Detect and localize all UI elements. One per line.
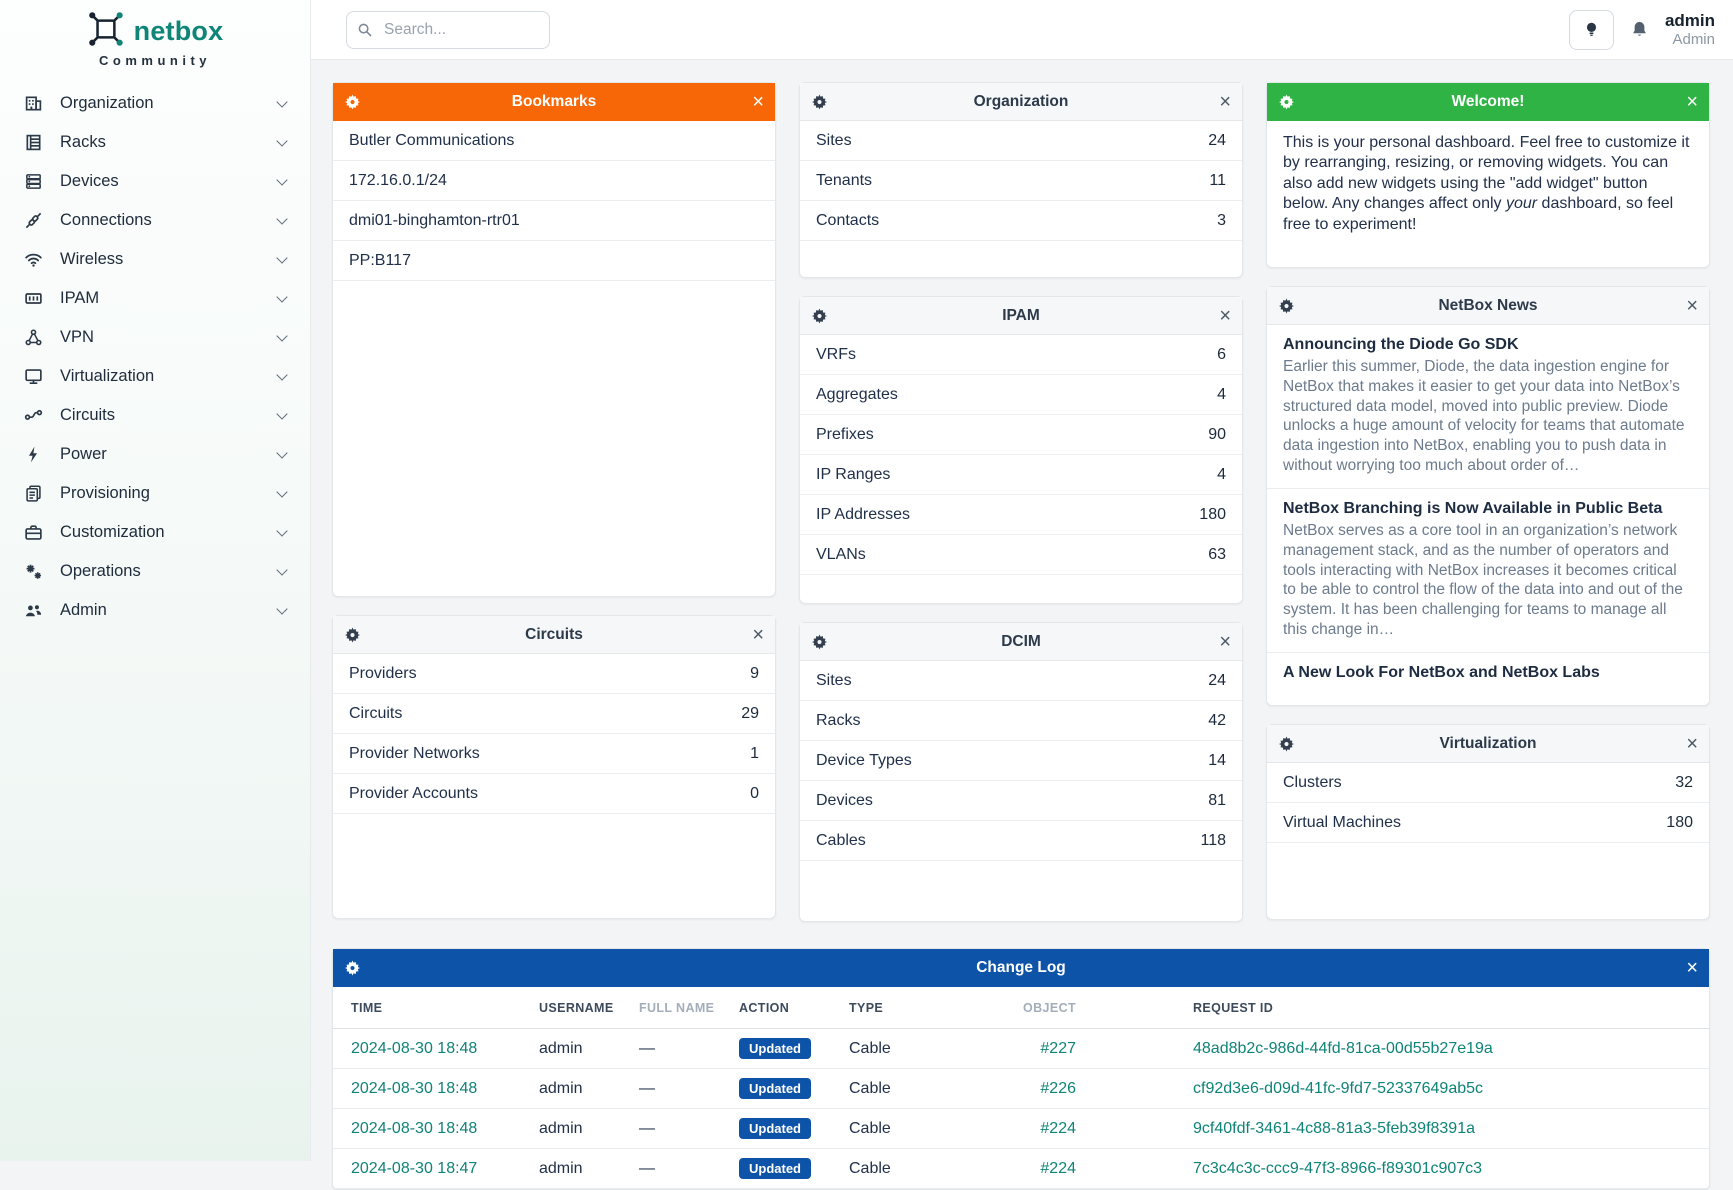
widget-close-icon[interactable]: × xyxy=(752,91,764,113)
sidebar-item-label: Connections xyxy=(60,211,152,229)
change-request-id xyxy=(1096,1040,1691,1058)
user-role: Admin xyxy=(1672,30,1715,48)
brand-subtitle: Community xyxy=(99,53,211,68)
monitor-icon xyxy=(24,367,44,387)
object-link[interactable]: #224 xyxy=(1040,1119,1076,1137)
stat-row[interactable]: Tenants 11 xyxy=(800,161,1242,201)
stat-row[interactable]: Sites 24 xyxy=(800,121,1242,161)
stat-row[interactable]: Provider Networks 1 xyxy=(333,734,775,774)
news-item-title[interactable]: NetBox Branching is Now Available in Public Beta xyxy=(1283,499,1663,517)
sidebar-item-label: Provisioning xyxy=(60,484,150,502)
chevron-down-icon xyxy=(276,486,287,497)
user-menu[interactable] xyxy=(1665,11,1715,48)
widget-ipam xyxy=(799,296,1243,604)
change-username: admin xyxy=(539,1119,583,1137)
chevron-down-icon xyxy=(276,135,287,146)
news-item xyxy=(1267,653,1709,697)
widget-config-icon[interactable] xyxy=(345,961,360,976)
widget-welcome xyxy=(1266,82,1710,268)
news-item-title[interactable]: A New Look For NetBox and NetBox Labs xyxy=(1283,663,1600,681)
sidebar-item-customization[interactable] xyxy=(0,513,310,552)
welcome-text: This is your personal dashboard. Feel free to customize it by rearranging, resizing, or removing widgets. You can also add new widgets using the "add widget" button below. Any changes affect only your dashboard, so feel free to experiment! xyxy=(1283,134,1690,233)
request-id-link[interactable]: cf92d3e6-d09d-41fc-9fd7-52337649ab5c xyxy=(1193,1079,1484,1097)
column-header-object: OBJECT xyxy=(1023,1000,1076,1015)
change-username: admin xyxy=(539,1039,583,1057)
widget-close-icon[interactable]: × xyxy=(1686,732,1698,755)
chevron-down-icon xyxy=(276,330,287,341)
widget-dcim xyxy=(799,622,1243,922)
search-icon xyxy=(357,22,373,38)
search-box[interactable] xyxy=(346,11,550,49)
network-graph-icon xyxy=(24,328,44,348)
sidebar-item-admin[interactable] xyxy=(0,591,310,630)
widget-title: Virtualization xyxy=(1439,734,1537,752)
change-time-link[interactable]: 2024-08-30 18:47 xyxy=(351,1159,478,1177)
column-header-action: ACTION xyxy=(739,1000,790,1015)
widget-config-icon[interactable] xyxy=(812,634,827,649)
action-badge: Updated xyxy=(739,1038,811,1059)
changelog-row xyxy=(333,1149,1709,1189)
sidebar-item-organization[interactable] xyxy=(0,84,310,123)
widget-close-icon[interactable]: × xyxy=(1686,957,1698,979)
widget-close-icon[interactable]: × xyxy=(1219,90,1231,113)
news-item-title[interactable]: Announcing the Diode Go SDK xyxy=(1283,336,1519,353)
column-header-username: USERNAME xyxy=(539,1000,614,1015)
building-icon xyxy=(24,94,44,114)
stat-row[interactable]: IP Ranges 4 xyxy=(800,455,1242,495)
sidebar-item-wireless[interactable] xyxy=(0,240,310,279)
stat-row[interactable]: VRFs 6 xyxy=(800,335,1242,375)
chevron-down-icon xyxy=(276,369,287,380)
action-badge: Updated xyxy=(739,1078,811,1099)
sidebar-item-vpn[interactable] xyxy=(0,318,310,357)
sidebar-item-label: Circuits xyxy=(60,406,116,424)
sidebar-nav xyxy=(0,84,310,630)
sidebar-item-circuits[interactable] xyxy=(0,396,310,435)
chevron-down-icon xyxy=(276,96,287,107)
stat-row[interactable]: Device Types 14 xyxy=(800,741,1242,781)
stat-row[interactable]: Clusters 32 xyxy=(1267,763,1709,803)
widget-title: Organization xyxy=(973,92,1069,110)
widget-config-icon[interactable] xyxy=(1279,736,1294,751)
sidebar-item-label: Operations xyxy=(60,562,141,580)
change-object xyxy=(957,1160,1096,1178)
stat-row[interactable]: Sites 24 xyxy=(800,661,1242,701)
change-full-name: — xyxy=(639,1079,655,1097)
stat-row[interactable]: Devices 81 xyxy=(800,781,1242,821)
widget-close-icon[interactable]: × xyxy=(752,623,764,646)
chevron-down-icon xyxy=(276,174,287,185)
chevron-down-icon xyxy=(276,525,287,536)
plug-connection-icon xyxy=(24,211,44,231)
sidebar-item-devices[interactable] xyxy=(0,162,310,201)
sidebar-item-ipam[interactable] xyxy=(0,279,310,318)
widget-config-icon[interactable] xyxy=(345,95,360,110)
search-input[interactable] xyxy=(382,20,539,40)
change-time-link[interactable]: 2024-08-30 18:48 xyxy=(351,1039,478,1057)
counter-icon xyxy=(24,289,44,309)
widget-title: DCIM xyxy=(1001,632,1041,650)
chevron-down-icon xyxy=(276,603,287,614)
wifi-icon xyxy=(24,250,44,270)
bookmark-item[interactable]: 172.16.0.1/24 xyxy=(333,161,775,201)
chevron-down-icon xyxy=(276,291,287,302)
widget-title: Change Log xyxy=(976,959,1066,976)
stat-row[interactable]: VLANs 63 xyxy=(800,535,1242,575)
lightning-bolt-icon xyxy=(24,445,44,465)
sidebar-item-power[interactable] xyxy=(0,435,310,474)
sidebar-item-label: VPN xyxy=(60,328,94,346)
news-item-excerpt: Earlier this summer, Diode, the data ingestion engine for NetBox that makes it easier to get your data into NetBox’s structured data model, moved into public preview. Diode unlocks a huge amount of velocity for teams that automate data ingestion into NetBox, enabling you to push data in without worrying too much about order of… xyxy=(1283,358,1685,475)
change-full-name: — xyxy=(639,1119,655,1137)
widget-close-icon[interactable]: × xyxy=(1686,294,1698,317)
widget-virtualization xyxy=(1266,724,1710,920)
stat-row[interactable]: Provider Accounts 0 xyxy=(333,774,775,814)
change-object xyxy=(957,1120,1096,1138)
change-request-id xyxy=(1096,1120,1691,1138)
change-request-id xyxy=(1096,1080,1691,1098)
column-header-request-id: REQUEST ID xyxy=(1193,1000,1274,1015)
bookmark-item[interactable]: dmi01-binghamton-rtr01 xyxy=(333,201,775,241)
sidebar-item-label: Virtualization xyxy=(60,367,155,385)
netbox-logo-icon xyxy=(87,12,127,51)
sidebar-item-label: Wireless xyxy=(60,250,124,268)
object-link[interactable]: #227 xyxy=(1040,1039,1076,1057)
widget-config-icon[interactable] xyxy=(1279,95,1294,110)
stat-row[interactable]: Racks 42 xyxy=(800,701,1242,741)
stat-row[interactable]: Providers 9 xyxy=(333,654,775,694)
changelog-header-row xyxy=(333,987,1709,1029)
widget-title: Circuits xyxy=(525,625,583,643)
rack-icon xyxy=(24,133,44,153)
notifications-bell-icon[interactable] xyxy=(1630,20,1649,39)
action-badge: Updated xyxy=(739,1158,811,1179)
change-full-name: — xyxy=(639,1039,655,1057)
chevron-down-icon xyxy=(276,447,287,458)
topbar xyxy=(311,0,1733,60)
change-username: admin xyxy=(539,1159,583,1177)
change-action xyxy=(739,1078,849,1099)
widget-config-icon[interactable] xyxy=(345,627,360,642)
sidebar-item-label: IPAM xyxy=(60,289,100,307)
widget-close-icon[interactable]: × xyxy=(1219,304,1231,327)
column-header-time: TIME xyxy=(351,1000,383,1015)
change-full-name: — xyxy=(639,1159,655,1177)
dashboard xyxy=(311,60,1733,1190)
change-type: Cable xyxy=(849,1119,891,1137)
widget-organization xyxy=(799,82,1243,278)
widget-title: Bookmarks xyxy=(511,93,597,110)
sidebar-item-operations[interactable] xyxy=(0,552,310,591)
bookmark-item[interactable]: Butler Communications xyxy=(333,121,775,161)
server-icon xyxy=(24,172,44,192)
stat-row[interactable]: IP Addresses 180 xyxy=(800,495,1242,535)
change-type: Cable xyxy=(849,1039,891,1057)
widget-config-icon[interactable] xyxy=(812,94,827,109)
stat-row[interactable]: Cables 118 xyxy=(800,821,1242,861)
widget-bookmarks xyxy=(332,82,776,597)
change-request-id xyxy=(1096,1160,1691,1178)
circuit-icon xyxy=(24,406,44,426)
brand-name: netbox xyxy=(133,16,224,46)
widget-close-icon[interactable]: × xyxy=(1219,630,1231,653)
column-header-type: TYPE xyxy=(849,1000,884,1015)
widget-title: Welcome! xyxy=(1451,93,1525,110)
changelog-row xyxy=(333,1109,1709,1149)
change-action xyxy=(739,1158,849,1179)
widget-config-icon[interactable] xyxy=(1279,298,1294,313)
sidebar-item-label: Admin xyxy=(60,601,107,619)
change-action xyxy=(739,1118,849,1139)
sidebar-item-label: Customization xyxy=(60,523,165,541)
stat-row[interactable]: Circuits 29 xyxy=(333,694,775,734)
sidebar-item-racks[interactable] xyxy=(0,123,310,162)
change-action xyxy=(739,1038,849,1059)
sidebar-item-label: Devices xyxy=(60,172,119,190)
change-username: admin xyxy=(539,1079,583,1097)
news-item-excerpt: NetBox serves as a core tool in an organization’s network management stack, and as the number of operators and tools interacting with NetBox increases it becomes critical to be able to control the flow of the data into and out of the system. It has been challenging for teams to manage all this change in… xyxy=(1283,521,1683,639)
bookmark-item[interactable]: PP:B117 xyxy=(333,241,775,281)
stat-row[interactable]: Prefixes 90 xyxy=(800,415,1242,455)
chevron-down-icon xyxy=(276,564,287,575)
sidebar-item-label: Power xyxy=(60,445,107,463)
sidebar-item-virtualization[interactable] xyxy=(0,357,310,396)
chevron-down-icon xyxy=(276,213,287,224)
widget-config-icon[interactable] xyxy=(812,308,827,323)
widget-change-log xyxy=(332,948,1710,1190)
object-link[interactable]: #224 xyxy=(1040,1159,1076,1177)
change-type: Cable xyxy=(849,1079,891,1097)
widget-netbox-news xyxy=(1266,286,1710,706)
stat-row[interactable]: Virtual Machines 180 xyxy=(1267,803,1709,843)
home-link[interactable] xyxy=(0,0,310,68)
stat-row[interactable]: Aggregates 4 xyxy=(800,375,1242,415)
chevron-down-icon xyxy=(276,252,287,263)
gears-icon xyxy=(24,562,44,582)
changelog-row xyxy=(333,1069,1709,1109)
request-id-link[interactable]: 9cf40fdf-3461-4c88-81a3-5feb39f8391a xyxy=(1193,1119,1475,1137)
documents-icon xyxy=(24,484,44,504)
sidebar xyxy=(0,0,311,1161)
chevron-down-icon xyxy=(276,408,287,419)
request-id-link[interactable]: 48ad8b2c-986d-44fd-81ca-00d55b27e19a xyxy=(1193,1039,1493,1057)
username: admin xyxy=(1664,11,1715,31)
news-item xyxy=(1267,489,1709,653)
lightbulb-icon xyxy=(1583,21,1600,38)
widget-close-icon[interactable]: × xyxy=(1686,91,1698,113)
changelog-row xyxy=(333,1029,1709,1069)
object-link[interactable]: #226 xyxy=(1040,1079,1076,1097)
action-badge: Updated xyxy=(739,1118,811,1139)
sidebar-item-provisioning[interactable] xyxy=(0,474,310,513)
change-time-link[interactable]: 2024-08-30 18:48 xyxy=(351,1079,478,1097)
request-id-link[interactable]: 7c3c4c3c-ccc9-47f3-8966-f89301c907c3 xyxy=(1193,1159,1483,1177)
change-object xyxy=(957,1080,1096,1098)
toolbox-icon xyxy=(24,523,44,543)
stat-row[interactable]: Contacts 3 xyxy=(800,201,1242,241)
change-type: Cable xyxy=(849,1159,891,1177)
theme-toggle-button[interactable] xyxy=(1569,10,1614,50)
widget-circuits xyxy=(332,615,776,919)
sidebar-item-label: Organization xyxy=(60,94,154,112)
sidebar-item-connections[interactable] xyxy=(0,201,310,240)
sidebar-item-label: Racks xyxy=(60,133,106,151)
widget-title: IPAM xyxy=(1002,306,1040,324)
change-object xyxy=(957,1040,1096,1058)
column-header-full-name: FULL NAME xyxy=(639,1000,715,1015)
users-icon xyxy=(24,601,44,621)
news-item xyxy=(1267,325,1709,489)
widget-title: NetBox News xyxy=(1438,296,1538,314)
change-time-link[interactable]: 2024-08-30 18:48 xyxy=(351,1119,478,1137)
